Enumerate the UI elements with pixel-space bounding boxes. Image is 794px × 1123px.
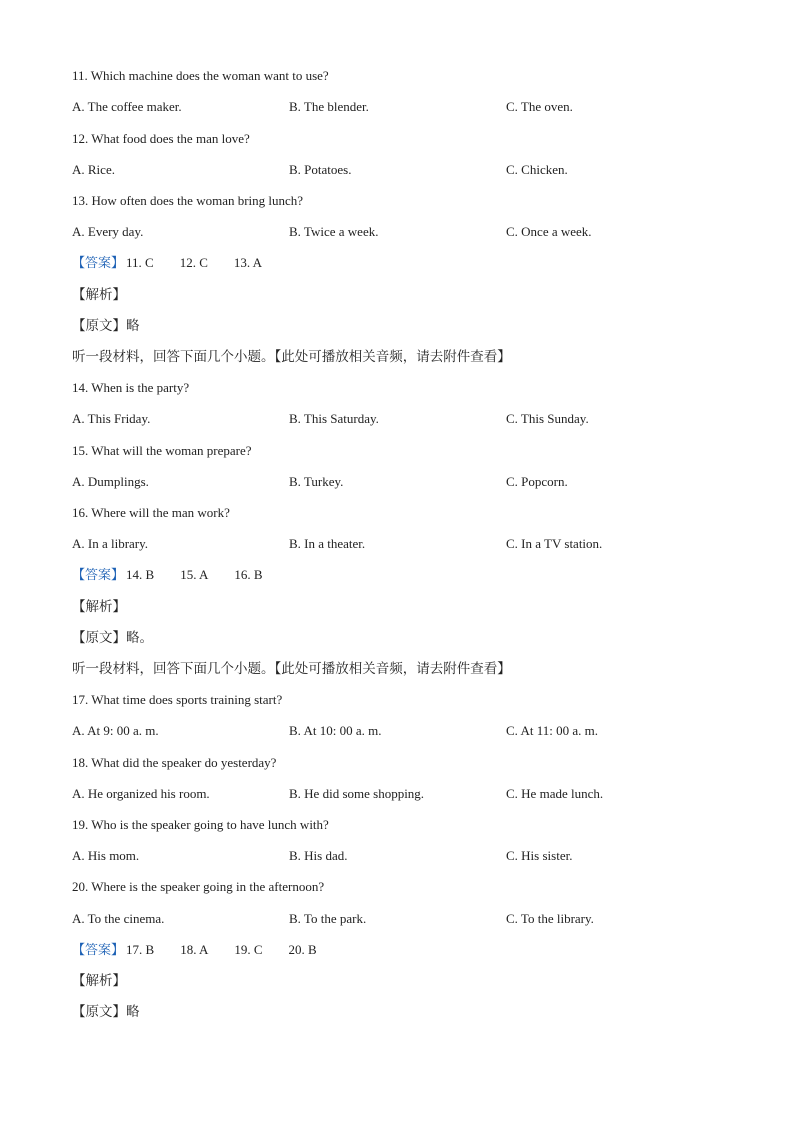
option-11-b: B. The blender.: [289, 99, 369, 114]
answer-tag: 【答案】: [72, 943, 125, 958]
option-13-a: A. Every day.: [72, 224, 144, 239]
original-text-a: 【原文】略: [72, 318, 140, 334]
option-16-b: B. In a theater.: [289, 536, 366, 551]
option-18-c: C. He made lunch.: [506, 786, 604, 801]
option-11-c: C. The oven.: [506, 99, 573, 114]
answer-value: 16. B: [234, 567, 263, 582]
answer-row-b: [72, 567, 263, 584]
option-12-b: B. Potatoes.: [289, 162, 352, 177]
option-20-a: A. To the cinema.: [72, 911, 165, 926]
option-16-a: A. In a library.: [72, 536, 149, 551]
question-17: 17. What time does sports training start?: [72, 692, 283, 707]
question-16: 16. Where will the man work?: [72, 505, 230, 520]
option-14-b: B. This Saturday.: [289, 411, 379, 426]
answer-tag: 【答案】: [72, 256, 125, 271]
option-16-c: C. In a TV station.: [506, 536, 603, 551]
option-13-c: C. Once a week.: [506, 224, 592, 239]
question-15: 15. What will the woman prepare?: [72, 443, 252, 458]
answer-value: 20. B: [288, 942, 317, 957]
answer-value: 14. B: [126, 567, 155, 582]
option-20-b: B. To the park.: [289, 911, 367, 926]
answer-row-c: [72, 942, 317, 959]
question-12: 12. What food does the man love?: [72, 131, 250, 146]
original-text-c: 【原文】略: [72, 1004, 140, 1020]
answer-value: 13. A: [233, 255, 263, 270]
option-19-b: B. His dad.: [289, 848, 348, 863]
question-13: 13. How often does the woman bring lunch?: [72, 193, 304, 208]
answer-value: 18. A: [180, 942, 209, 957]
original-text-b: 【原文】略。: [72, 630, 153, 646]
answer-value: 17. B: [126, 942, 155, 957]
option-15-a: A. Dumplings.: [72, 474, 149, 489]
question-18: 18. What did the speaker do yesterday?: [72, 755, 277, 770]
option-15-c: C. Popcorn.: [506, 474, 568, 489]
option-18-a: A. He organized his room.: [72, 786, 210, 801]
analysis-heading-a: 【解析】: [72, 287, 126, 303]
option-12-c: C. Chicken.: [506, 162, 568, 177]
option-17-c: C. At 11: 00 a. m.: [506, 723, 598, 738]
answer-value: 19. C: [234, 942, 263, 957]
option-11-a: A. The coffee maker.: [72, 99, 182, 114]
question-20: 20. Where is the speaker going in the afternoon?: [72, 879, 325, 894]
option-14-a: A. This Friday.: [72, 411, 151, 426]
analysis-heading-c: 【解析】: [72, 973, 126, 989]
option-17-b: B. At 10: 00 a. m.: [289, 723, 382, 738]
analysis-heading-b: 【解析】: [72, 599, 126, 615]
answer-row-a: [72, 255, 262, 272]
answer-value: 11. C: [126, 255, 154, 270]
option-19-a: A. His mom.: [72, 848, 140, 863]
question-11: 11. Which machine does the woman want to use?: [72, 68, 329, 83]
option-12-a: A. Rice.: [72, 162, 115, 177]
option-17-a: A. At 9: 00 a. m.: [72, 723, 159, 738]
option-19-c: C. His sister.: [506, 848, 573, 863]
option-20-c: C. To the library.: [506, 911, 594, 926]
option-14-c: C. This Sunday.: [506, 411, 589, 426]
answer-value: 12. C: [179, 255, 208, 270]
question-19: 19. Who is the speaker going to have lunch with?: [72, 817, 329, 832]
listening-instruction-1: 听一段材料，回答下面几个小题。【此处可播放相关音频，请去附件查看】: [72, 349, 511, 365]
option-15-b: B. Turkey.: [289, 474, 344, 489]
listening-instruction-2: 听一段材料，回答下面几个小题。【此处可播放相关音频，请去附件查看】: [72, 661, 511, 677]
option-13-b: B. Twice a week.: [289, 224, 379, 239]
option-18-b: B. He did some shopping.: [289, 786, 425, 801]
question-14: 14. When is the party?: [72, 380, 190, 395]
answer-value: 15. A: [180, 567, 209, 582]
answer-tag: 【答案】: [72, 568, 125, 583]
